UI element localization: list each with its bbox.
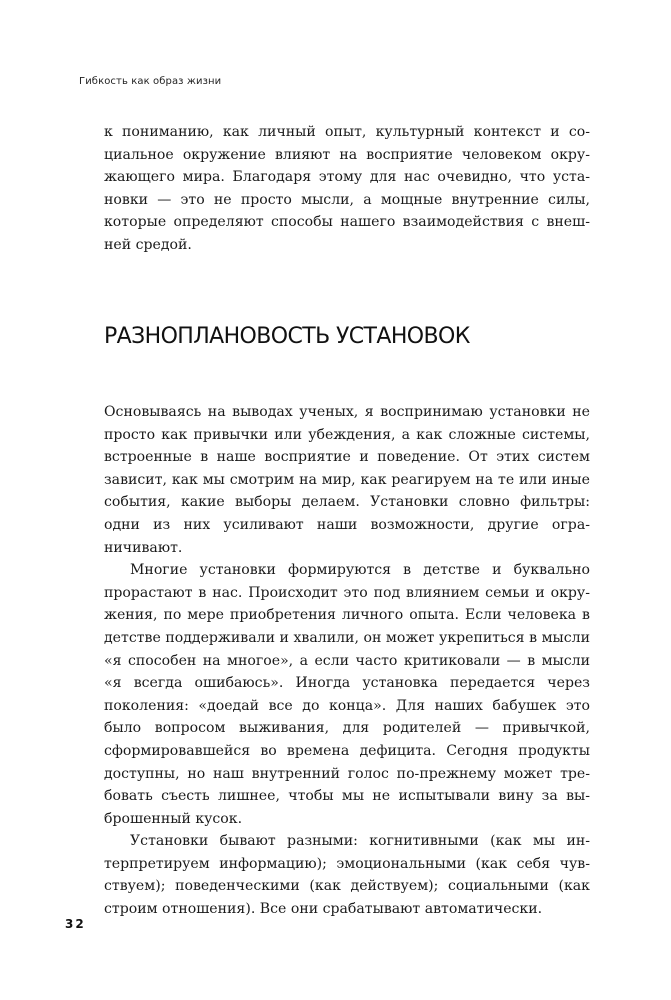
paragraph-3: Установки бывают разными: когнитивными (как мы интерпретируем информацию); эмоциональными (как себя чувствуем); поведенческими (как действуем); социальными (как строим отношения). Все они срабатывают автоматически.	[104, 833, 590, 918]
intro-paragraph: к пониманию, как личный опыт, культурный контекст и социальное окружение влияют на восприятие человеком окружающего мира. Благодаря этому для нас очевидно, что установки — это не просто мысли, а мощные внутренние силы, которые определяют способы нашего взаимодействия с внешней средой.	[104, 124, 590, 253]
running-head: Гибкость как образ жизни	[79, 76, 222, 87]
paragraph-1: Основываясь на выводах ученых, я воспринимаю установки не просто как привычки или убеждения, а как сложные системы, встроенные в наше восприятие и поведение. От этих систем зависит, как мы смотрим на мир, как реагируем на те или иные события, какие выборы делаем. Установки словно фильтры: одни из них усиливают наши возможности, другие ограничивают.	[104, 404, 590, 556]
intro-text-block	[104, 121, 590, 257]
page-number: 32	[65, 917, 86, 931]
section-heading: РАЗНОПЛАНОВОСТЬ УСТАНОВОК	[104, 324, 470, 349]
paragraph-2: Многие установки формируются в детстве и буквально прорастают в нас. Происходит это под влиянием семьи и окружения, по мере приобретения личного опыта. Если человека в детстве поддерживали и хвалили, он может укрепиться в мысли «я способен на многое», а если часто критиковали — в мысли «я всегда ошибаюсь». Иногда установка передается через поколения: «доедай все до конца». Для наших бабушек это было вопросом выживания, для родителей — привычкой, сформировавшейся во времена дефицита. Сегодня продукты доступны, но наш внутренний голос по-прежнему может требовать съесть лишнее, чтобы мы не испытывали вину за выброшенный кусок.	[104, 562, 590, 827]
main-text-block	[104, 401, 590, 921]
